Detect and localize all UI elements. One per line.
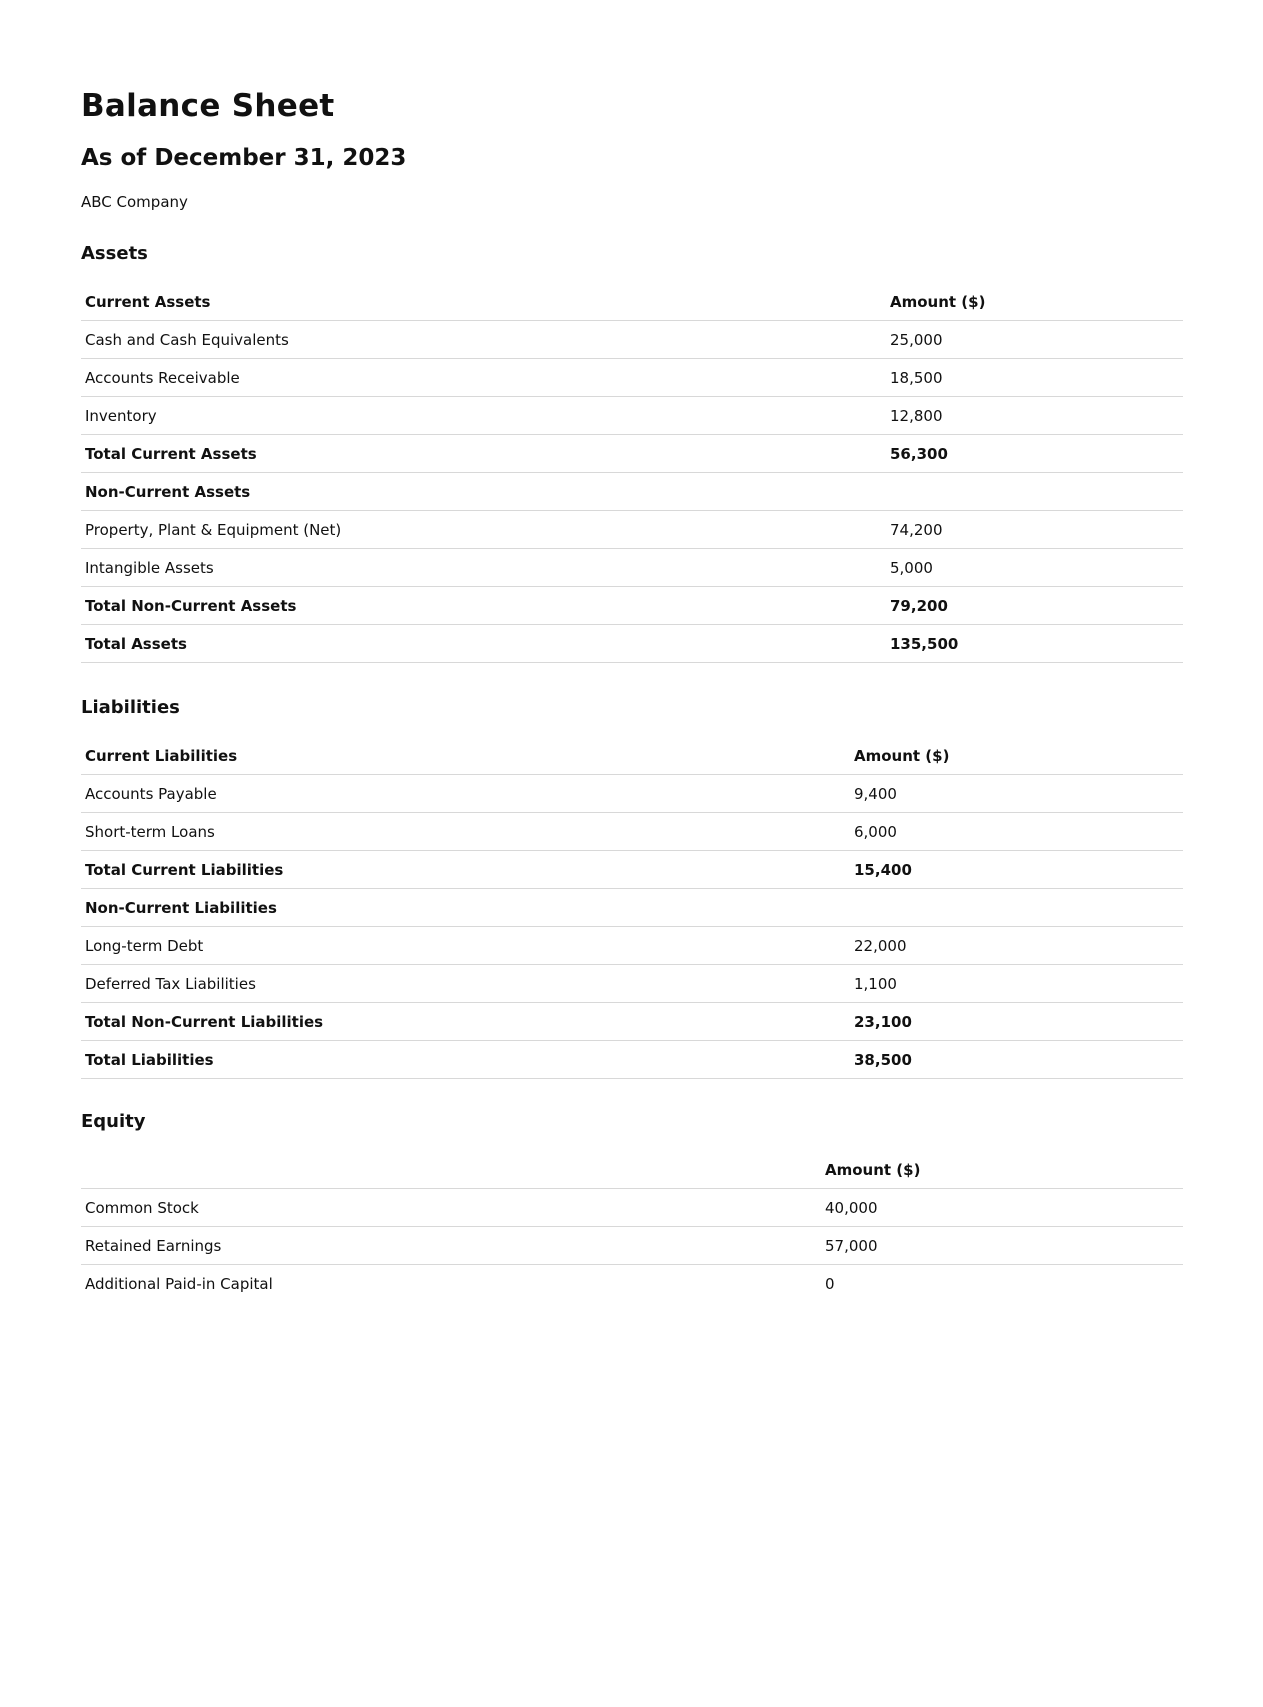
section-title-equity: Equity <box>81 1111 146 1132</box>
row-amount: 79,200 <box>886 587 1183 625</box>
row-amount: 74,200 <box>886 511 1183 549</box>
table-row <box>81 1265 1183 1303</box>
table-row <box>81 549 1183 587</box>
row-amount: 6,000 <box>850 813 1183 851</box>
subtotal-row <box>81 435 1183 473</box>
column-header-label <box>81 1151 821 1189</box>
table-row <box>81 397 1183 435</box>
row-amount: 40,000 <box>821 1189 1183 1227</box>
column-header-amount: Amount ($) <box>850 737 1183 775</box>
page-title: Balance Sheet <box>81 88 335 124</box>
row-amount: 9,400 <box>850 775 1183 813</box>
table-row <box>81 1227 1183 1265</box>
row-amount: 57,000 <box>821 1227 1183 1265</box>
column-header-amount: Amount ($) <box>821 1151 1183 1189</box>
equity-table <box>81 1151 1183 1302</box>
table-header-row <box>81 1151 1183 1189</box>
section-title-assets: Assets <box>81 243 148 264</box>
row-amount: 23,100 <box>850 1003 1183 1041</box>
row-amount: 12,800 <box>886 397 1183 435</box>
table-header-row <box>81 737 1183 775</box>
subtotal-row <box>81 851 1183 889</box>
column-header-label: Current Liabilities <box>81 737 850 775</box>
row-label: Common Stock <box>81 1189 821 1227</box>
company-name: ABC Company <box>81 193 188 211</box>
table-row <box>81 927 1183 965</box>
row-label: Long-term Debt <box>81 927 850 965</box>
row-amount: 0 <box>825 1274 835 1293</box>
row-label: Intangible Assets <box>81 549 886 587</box>
row-amount: 38,500 <box>850 1041 1183 1079</box>
row-label: Accounts Receivable <box>81 359 886 397</box>
row-amount: 18,500 <box>886 359 1183 397</box>
row-amount: 1,100 <box>850 965 1183 1003</box>
row-label: Non-Current Assets <box>81 473 886 511</box>
section-title-liabilities: Liabilities <box>81 697 180 718</box>
subtotal-row <box>81 587 1183 625</box>
row-label: Property, Plant & Equipment (Net) <box>81 511 886 549</box>
row-label: Total Liabilities <box>81 1041 850 1079</box>
table-row <box>81 321 1183 359</box>
table-header-row <box>81 283 1183 321</box>
row-label: Accounts Payable <box>81 775 850 813</box>
row-label: Retained Earnings <box>81 1227 821 1265</box>
table-row <box>81 813 1183 851</box>
subtotal-row <box>81 1003 1183 1041</box>
liabilities-table <box>81 737 1183 1079</box>
assets-table <box>81 283 1183 663</box>
row-amount: 135,500 <box>886 625 1183 663</box>
row-label: Cash and Cash Equivalents <box>81 321 886 359</box>
row-amount: 22,000 <box>850 927 1183 965</box>
row-amount <box>850 889 1183 927</box>
row-amount: 15,400 <box>850 851 1183 889</box>
column-header-amount: Amount ($) <box>886 283 1183 321</box>
table-row <box>81 1189 1183 1227</box>
row-label: Inventory <box>81 397 886 435</box>
grand-total-row <box>81 625 1183 663</box>
table-row <box>81 965 1183 1003</box>
row-label: Additional Paid-in Capital <box>85 1274 273 1293</box>
grand-total-row <box>81 1041 1183 1079</box>
row-amount: 56,300 <box>886 435 1183 473</box>
table-row <box>81 359 1183 397</box>
row-label: Total Assets <box>81 625 886 663</box>
table-row <box>81 775 1183 813</box>
row-amount: 25,000 <box>886 321 1183 359</box>
row-label: Total Non-Current Liabilities <box>81 1003 850 1041</box>
subheader-row <box>81 473 1183 511</box>
row-label: Total Current Assets <box>81 435 886 473</box>
row-label: Deferred Tax Liabilities <box>81 965 850 1003</box>
row-amount: 5,000 <box>886 549 1183 587</box>
row-label: Total Non-Current Assets <box>81 587 886 625</box>
row-amount <box>886 473 1183 511</box>
row-label: Short-term Loans <box>81 813 850 851</box>
column-header-label: Current Assets <box>81 283 886 321</box>
subheader-row <box>81 889 1183 927</box>
row-label: Non-Current Liabilities <box>81 889 850 927</box>
row-label: Total Current Liabilities <box>81 851 850 889</box>
table-row <box>81 511 1183 549</box>
report-date: As of December 31, 2023 <box>81 145 407 171</box>
